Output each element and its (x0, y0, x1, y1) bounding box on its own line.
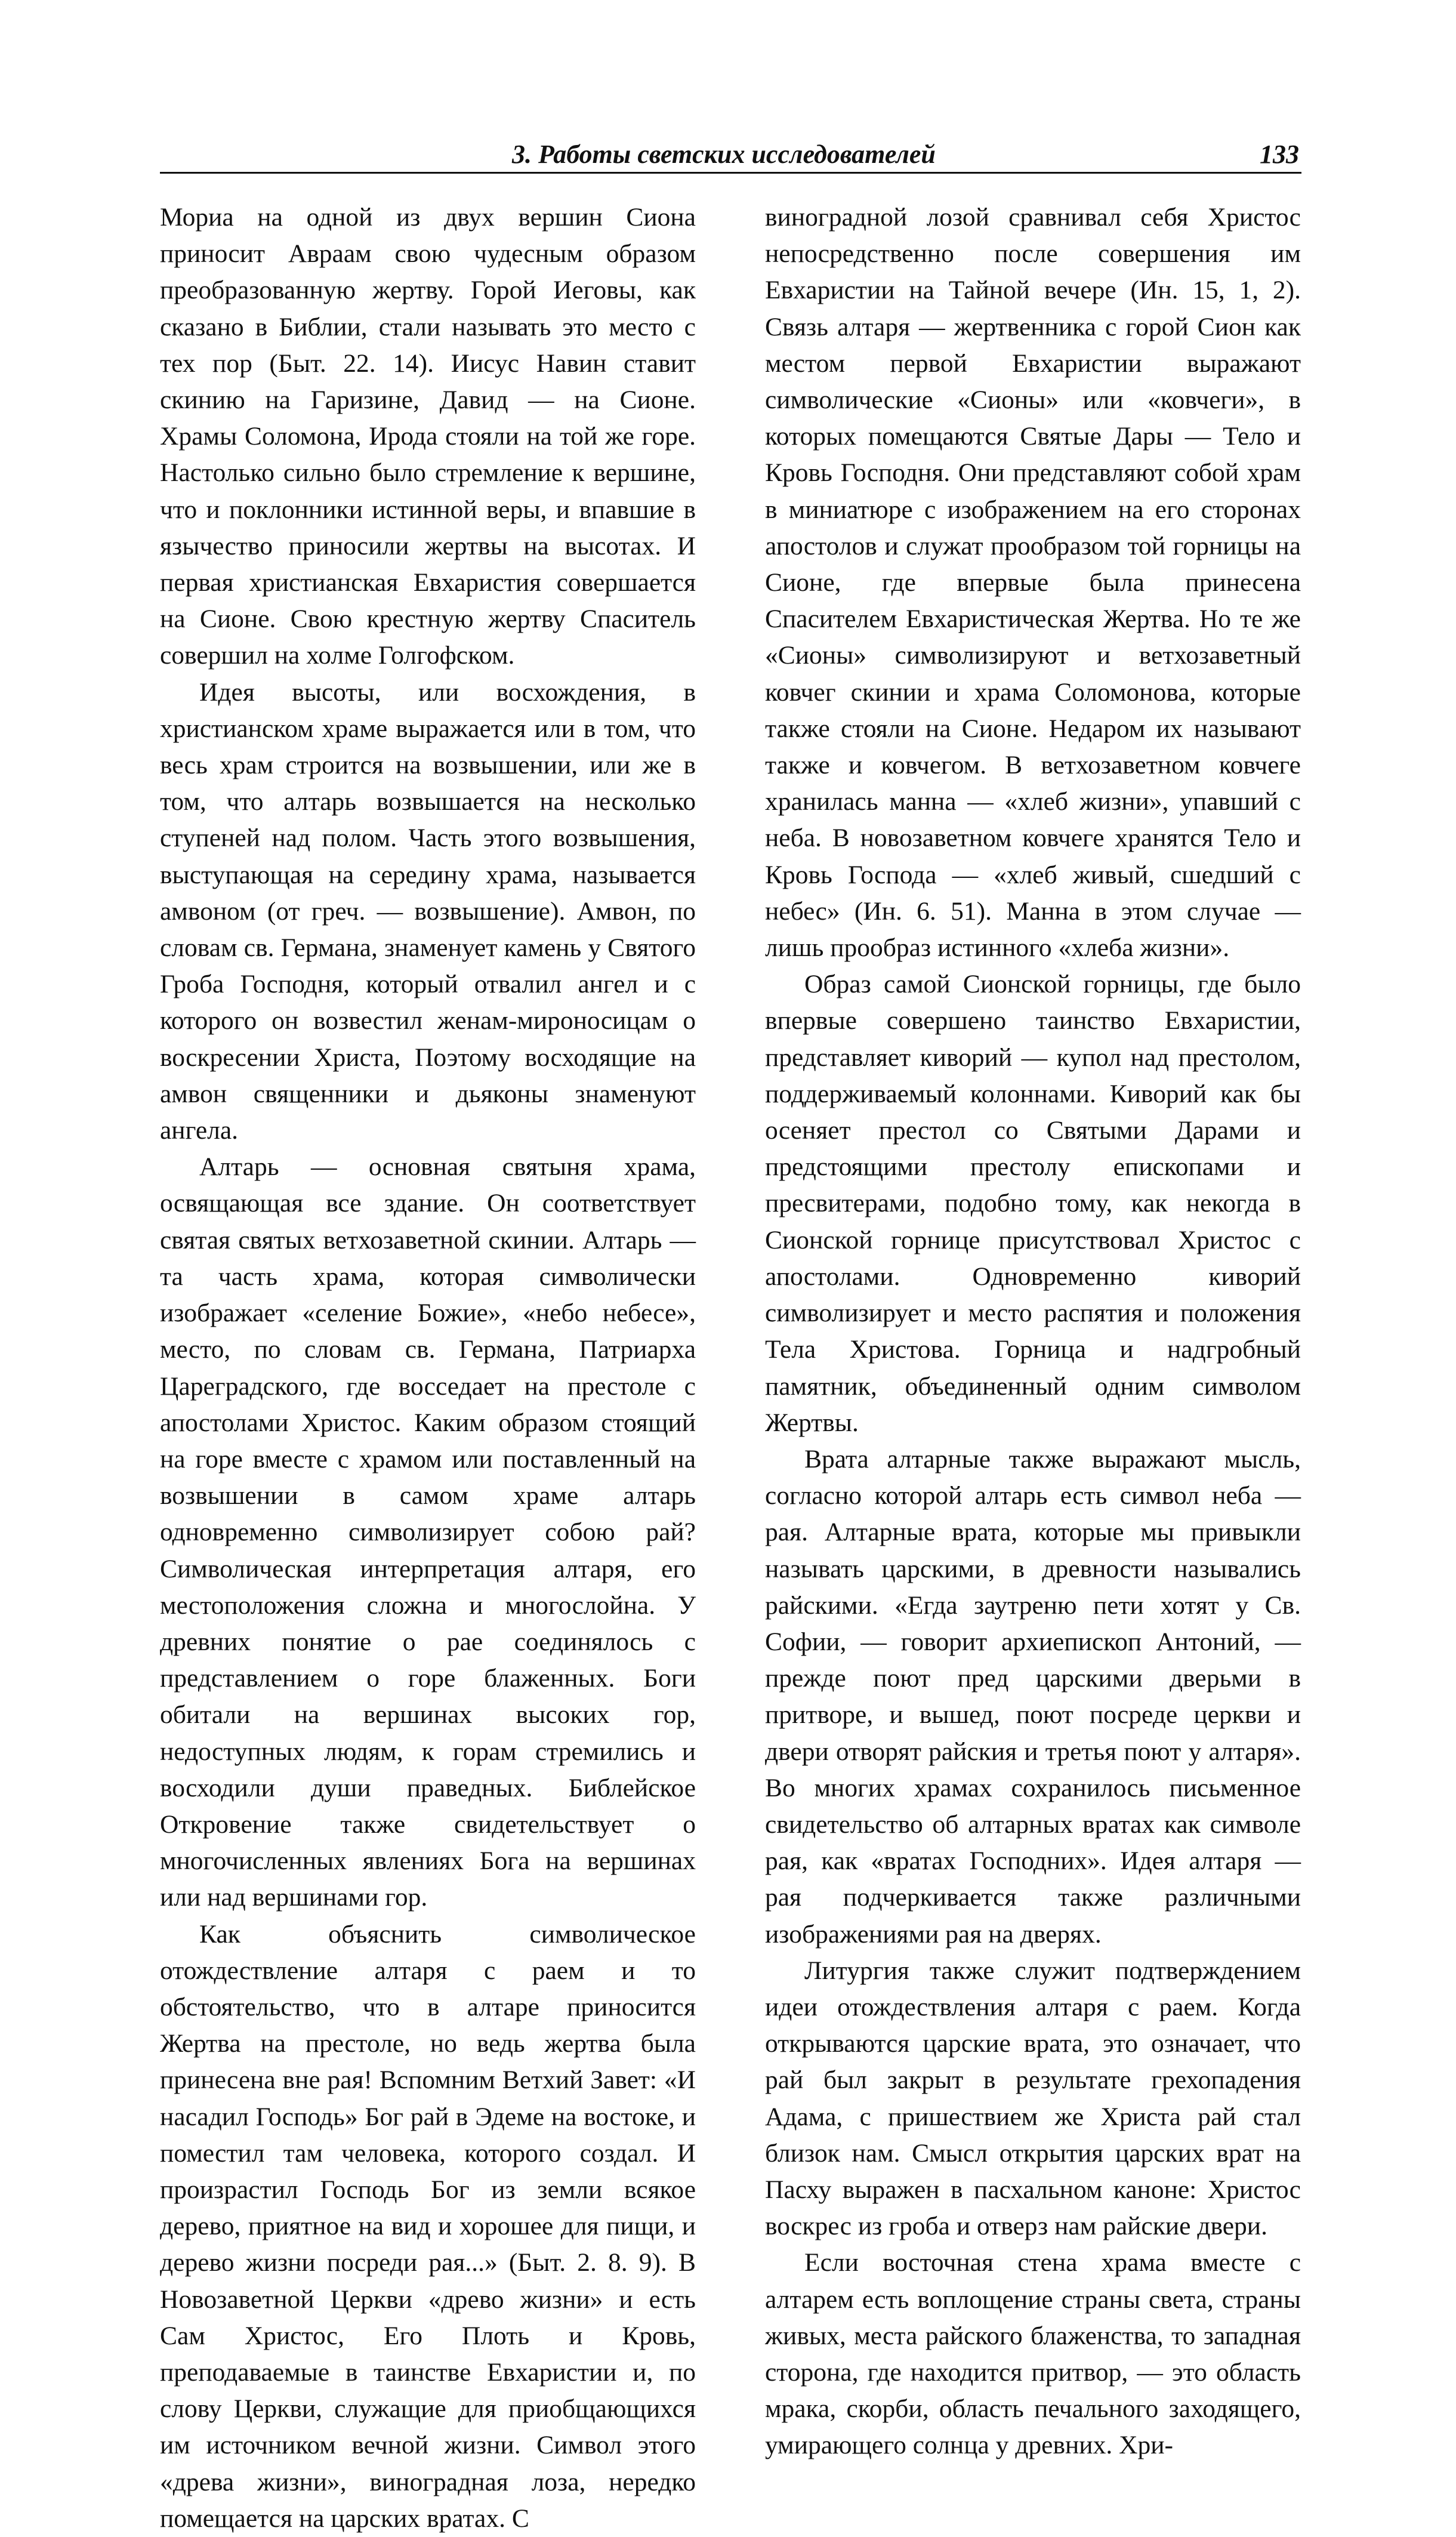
running-header (160, 136, 1301, 174)
running-header-title: 3. Работы светских исследователей (512, 140, 936, 169)
paragraph-right-4: Литургия также служит подтверждением идеи отождествления алтаря с раем. Когда открываются царские врата, это означает, что рай был закрыт в результате грехопадения Адама, с пришествием же Христа рай стал близок нам. Смысл открытия царских врат на Пасху выражен в пасхальном каноне: Христос воскрес из гроба и отверз нам райские двери. (765, 1956, 1301, 2241)
left-column (160, 199, 696, 2537)
paragraph-left-1: Мориа на одной из двух вершин Сиона приносит Авраам свою чудесным образом преобразованную жертву. Горой Иеговы, как сказано в Библии, стали называть это место с тех пор (Быт. 22. 14). Иисус Навин ставит скинию на Гаризине, Давид — на Сионе. Храмы Соломона, Ирода стояли на той же горе. Настолько сильно было стремление к вершине, что и поклонники истинной веры, и впавшие в язычество приносили жертвы на высотах. И первая христианская Евхаристия совершается на Сионе. Свою крестную жертву Спаситель совершил на холме Голгофском. (160, 203, 696, 670)
paragraph-right-3: Врата алтарные также выражают мысль, согласно которой алтарь есть символ неба — рая. Алтарные врата, которые мы привыкли называть царскими, в древности назывались райскими. «Егда заутреню пети хотят у Св. Софии, — говорит архиепископ Антоний, — прежде поют пред царскими дверьми в притворе, и вышед, поют посреде церкви и двери отворят райския и третья поют у алтаря». Во многих храмах сохранилось письменное свидетельство об алтарных вратах как символе рая, как «вратах Господних». Идея алтаря — рая подчеркивается также различными изображениями рая на дверях. (765, 1444, 1301, 1949)
paragraph-right-2: Образ самой Сионской горницы, где было впервые совершено таинство Евхаристии, представляет киворий — купол над престолом, поддерживаемый колоннами. Киворий как бы осеняет престол со Святыми Дарами и предстоящими престолу епископами и пресвитерами, подобно тому, как некогда в Сионской горнице присутствовал Христос с апостолами. Одновременно киворий символизирует и место распятия и положения Тела Христова. Горница и надгробный памятник, объединенный одним символом Жертвы. (765, 970, 1301, 1437)
paragraph-right-1: виноградной лозой сравнивал себя Христос непосредственно после совершения им Евхаристии на Тайной вечере (Ин. 15, 1, 2). Связь алтаря — жертвенника с горой Сион как местом первой Евхаристии выражают символические «Сионы» или «ковчеги», в которых помещаются Святые Дары — Тело и Кровь Господня. Они представляют собой храм в миниатюре с изображением на его сторонах апостолов и служат прообразом той горницы на Сионе, где впервые была принесена Спасителем Евхаристическая Жертва. Но те же «Сионы» символизируют и ветхозаветный ковчег скинии и храма Соломонова, которые также стояли на Сионе. Недаром их называют также и ковчегом. В ветхозаветном ковчеге хранилась манна — «хлеб жизни», упавший с неба. В новозаветном ковчеге хранятся Тело и Кровь Господа — «хлеб живый, сшедший с небес» (Ин. 6. 51). Манна в этом случае — лишь прообраз истинного «хлеба жизни». (765, 203, 1301, 963)
paragraph-left-2: Идея высоты, или восхождения, в христианском храме выражается или в том, что весь храм строится на возвышении, или же в том, что алтарь возвышается на несколько ступеней над полом. Часть этого возвышения, выступающая на середину храма, называется амвоном (от греч. — возвышение). Амвон, по словам св. Германа, знаменует камень у Святого Гроба Господня, который отвалил ангел и с которого он возвестил женам-мироносицам о воскресении Христа, Поэтому восходящие на амвон священники и дьяконы знаменуют ангела. (160, 677, 696, 1145)
page-number: 133 (1260, 140, 1299, 169)
right-column (765, 199, 1301, 2464)
paragraph-right-5: Если восточная стена храма вместе с алтарем есть воплощение страны света, страны живых, места райского блаженства, то западная сторона, где находится притвор, — это область мрака, скорби, область печального заходящего, умирающего солнца у древних. Хри- (765, 2248, 1301, 2460)
paragraph-left-4: Как объяснить символическое отождествление алтаря с раем и то обстоятельство, что в алтаре приносится Жертва на престоле, но ведь жертва была принесена вне рая! Вспомним Ветхий Завет: «И насадил Господь» Бог рай в Эдеме на востоке, и поместил там человека, которого создал. И произрастил Господь Бог из земли всякое дерево, приятное на вид и хорошее для пищи, и дерево жизни посреди рая...» (Быт. 2. 8. 9). В Новозаветной Церкви «древо жизни» и есть Сам Христос, Его Плоть и Кровь, преподаваемые в таинстве Евхаристии и, по слову Церкви, служащие для приобщающихся им источником вечной жизни. Символ этого «древа жизни», виноградная лоза, нередко помещается на царских вратах. С (160, 1919, 696, 2533)
paragraph-left-3: Алтарь — основная святыня храма, освящающая все здание. Он соответствует святая святых ветхозаветной скинии. Алтарь — та часть храма, которая символически изображает «селение Божие», «небо небесе», место, по словам св. Германа, Патриарха Цареградского, где восседает на престоле с апостолами Христос. Каким образом стоящий на горе вместе с храмом или поставленный на возвышении в самом храме алтарь одновременно символизирует собою рай? Символическая интерпретация алтаря, его местоположения сложна и многослойна. У древних понятие о рае соединялось с представлением о горе блаженных. Боги обитали на вершинах высоких гор, недоступных людям, к горам стремились и восходили души праведных. Библейское Откровение также свидетельствует о многочисленных явлениях Бога на вершинах или над вершинами гор. (160, 1152, 696, 1912)
